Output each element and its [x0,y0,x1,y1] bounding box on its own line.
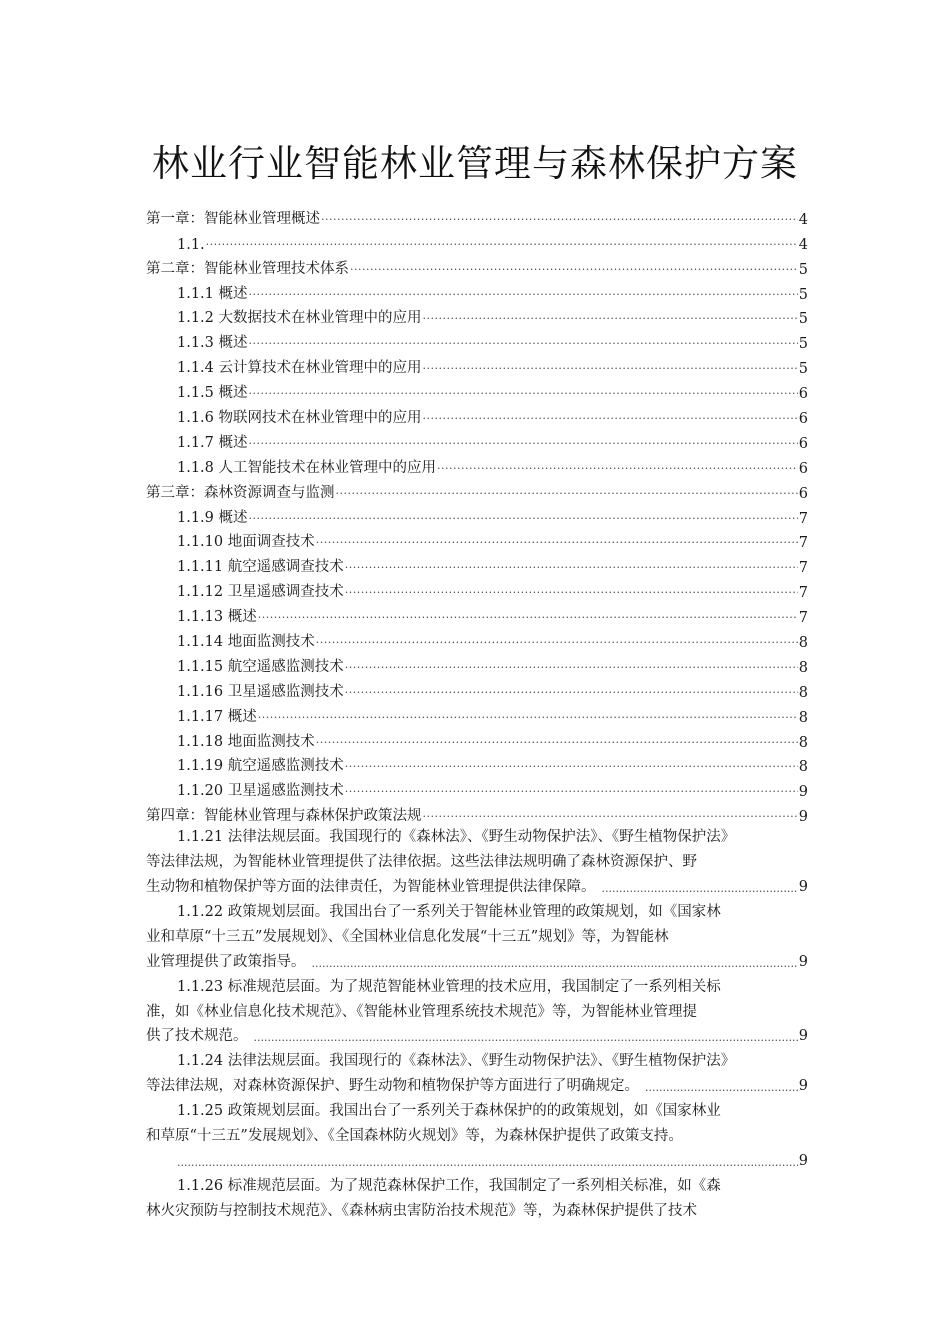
toc-entry[interactable] [146,427,808,452]
paragraph-line: 准，如《林业信息化技术规范》、《智能林业管理系统技术规范》等，为智能林业管理提 [146,1003,697,1020]
toc-page-number: 9 [798,953,808,970]
toc-page-number: 4 [798,211,808,228]
toc-entry-label: 1.1.16 卫星遥感监测技术 [177,683,344,700]
toc-paragraph-entry[interactable] [146,1099,808,1174]
toc-page-number: 9 [798,1028,808,1045]
toc-entry-label: 1.1.7 概述 [177,434,248,451]
dot-leader [423,409,798,423]
paragraph-line: 和草原“十三五”发展规划》、《全国森林防火规划》等，为森林保护提供了政策支持。 [146,1127,683,1144]
dot-leader [345,683,798,697]
dot-leader [316,733,798,747]
toc-entry[interactable] [146,253,808,278]
paragraph-line: 1.1.25 政策规划层面。我国出台了一系列关于森林保护的的政策规划，如《国家林业 [177,1103,721,1120]
toc-page-number: 8 [798,635,808,652]
paragraph-line: 业管理提供了政策指导。 [146,953,306,970]
dot-leader [177,1156,798,1170]
toc-entry[interactable] [146,551,808,576]
toc-paragraph-entry[interactable] [146,825,808,900]
dot-leader [249,285,798,299]
toc-page-number: 7 [798,585,808,602]
toc-entry[interactable] [146,452,808,477]
toc-entry-label: 第一章：智能林业管理概述 [146,210,320,227]
table-of-contents [146,203,808,1224]
toc-entry-label: 1.1.6 物联网技术在林业管理中的应用 [177,410,422,427]
toc-paragraph-entry[interactable] [146,1049,808,1099]
toc-page-number: 8 [798,709,808,726]
toc-entry-label: 1.1.2 大数据技术在林业管理中的应用 [177,310,422,327]
toc-entry[interactable] [146,601,808,626]
toc-entry[interactable] [146,203,808,228]
toc-page-number: 7 [798,560,808,577]
toc-entry[interactable] [146,751,808,776]
toc-entry[interactable] [146,576,808,601]
toc-entry[interactable] [146,228,808,253]
dot-leader [249,509,798,523]
toc-page-number: 9 [798,879,808,896]
toc-entry-label: 第三章：森林资源调查与监测 [146,484,335,501]
toc-entry[interactable] [146,726,808,751]
toc-entry-label: 1.1.8 人工智能技术在林业管理中的应用 [177,459,437,476]
paragraph-line: 业和草原“十三五”发展规划》、《全国林业信息化发展“十三五”规划》等，为智能林 [146,928,669,945]
toc-entry[interactable] [146,402,808,427]
toc-entry[interactable] [146,303,808,328]
toc-entry-label: 1.1.14 地面监测技术 [177,634,315,651]
paragraph-line: 1.1.23 标准规范层面。为了规范智能林业管理的技术应用，我国制定了一系列相关标 [177,978,721,995]
toc-entry-label: 1.1. [177,236,205,253]
dot-leader [258,708,798,722]
toc-entry-label: 1.1.12 卫星遥感调查技术 [177,584,344,601]
paragraph-line: 生动物和植物保护等方面的法律责任，为智能林业管理提供法律保障。 [146,879,596,896]
toc-entry-label: 1.1.10 地面调查技术 [177,534,315,551]
toc-entry-label: 1.1.13 概述 [177,609,257,626]
paragraph-line: 1.1.24 法律法规层面。我国现行的《森林法》、《野生动物保护法》、《野生植物保护法》 [177,1053,736,1070]
toc-paragraph-entry[interactable] [146,900,808,975]
dot-leader [321,210,798,224]
toc-entry[interactable] [146,477,808,502]
toc-page-number: 8 [798,759,808,776]
dot-leader [249,384,798,398]
paragraph-line: 1.1.26 标准规范层面。为了规范森林保护工作，我国制定了一系列相关标准，如《森 [177,1177,721,1194]
toc-page-number: 6 [798,485,808,502]
toc-entry[interactable] [146,626,808,651]
toc-page-number: 9 [798,784,808,801]
paragraph-line: 等法律法规，为智能林业管理提供了法律依据。这些法律法规明确了森林资源保护、野 [146,854,697,871]
toc-page-number: 6 [798,435,808,452]
toc-page-number: 5 [798,261,808,278]
toc-page-number: 4 [798,236,808,253]
dot-leader [345,782,798,796]
toc-entry[interactable] [146,377,808,402]
toc-page-number: 6 [798,386,808,403]
toc-entry[interactable] [146,651,808,676]
dot-leader [345,583,798,597]
dot-leader [345,558,798,572]
toc-paragraph-entry[interactable] [146,1174,808,1224]
toc-entry-label: 1.1.4 云计算技术在林业管理中的应用 [177,360,422,377]
dot-leader [258,608,798,622]
dot-leader [345,658,798,672]
toc-page-number: 8 [798,734,808,751]
toc-entry-label: 1.1.9 概述 [177,509,248,526]
toc-page-number: 8 [798,684,808,701]
paragraph-line: 等法律法规，对森林资源保护、野生动物和植物保护等方面进行了明确规定。 [146,1078,639,1095]
toc-paragraph-entry[interactable] [146,975,808,1050]
dot-leader [249,434,798,448]
dot-leader [423,807,798,821]
toc-entry[interactable] [146,352,808,377]
dot-leader [423,309,798,323]
document-title: 林业行业智能林业管理与森林保护方案 [152,142,798,185]
toc-entry-label: 1.1.15 航空遥感监测技术 [177,658,344,675]
toc-entry-label: 1.1.18 地面监测技术 [177,733,315,750]
toc-entry-label: 1.1.17 概述 [177,708,257,725]
toc-page-number: 5 [798,286,808,303]
toc-entry-label: 1.1.20 卫星遥感监测技术 [177,783,344,800]
toc-page-number: 6 [798,460,808,477]
toc-entry[interactable] [146,800,808,825]
paragraph-line: 供了技术规范。 [146,1028,248,1045]
toc-entry[interactable] [146,278,808,303]
toc-page-number: 7 [798,610,808,627]
toc-entry-label: 1.1.5 概述 [177,385,248,402]
toc-entry-label: 1.1.19 航空遥感监测技术 [177,758,344,775]
dot-leader [316,533,798,547]
toc-entry[interactable] [146,701,808,726]
paragraph-line: 1.1.22 政策规划层面。我国出台了一系列关于智能林业管理的政策规划，如《国家林 [177,903,721,920]
toc-entry[interactable] [146,676,808,701]
dot-leader [206,235,798,249]
dot-leader [336,484,798,498]
dot-leader [437,459,798,473]
paragraph-line: 林火灾预防与控制技术规范》、《森林病虫害防治技术规范》等，为森林保护提供了技术 [146,1202,697,1219]
dot-leader [350,260,798,274]
paragraph-line: 1.1.21 法律法规层面。我国现行的《森林法》、《野生动物保护法》、《野生植物保护法》 [177,829,736,846]
toc-page-number: 7 [798,510,808,527]
dot-leader [645,1081,798,1095]
toc-entry[interactable] [146,527,808,552]
dot-leader [345,757,798,771]
toc-page-number: 8 [798,659,808,676]
toc-page-number: 5 [798,361,808,378]
toc-entry[interactable] [146,327,808,352]
toc-page-number: 9 [798,809,808,826]
toc-entry-label: 第四章：智能林业管理与森林保护政策法规 [146,808,422,825]
toc-entry[interactable] [146,502,808,527]
toc-entry-label: 1.1.3 概述 [177,335,248,352]
dot-leader [254,1031,798,1045]
toc-entry-label: 1.1.11 航空遥感调查技术 [177,559,344,576]
dot-leader [602,882,798,896]
toc-entry-label: 1.1.1 概述 [177,285,248,302]
toc-page-number: 6 [798,411,808,428]
toc-page-number: 7 [798,535,808,552]
toc-page-number: 9 [798,1152,808,1169]
dot-leader [249,334,798,348]
toc-page-number: 5 [798,336,808,353]
dot-leader [312,957,798,971]
toc-page-number: 5 [798,311,808,328]
dot-leader [316,633,798,647]
toc-page-number: 9 [798,1078,808,1095]
toc-entry[interactable] [146,775,808,800]
dot-leader [423,359,798,373]
toc-entry-label: 第二章：智能林业管理技术体系 [146,260,349,277]
